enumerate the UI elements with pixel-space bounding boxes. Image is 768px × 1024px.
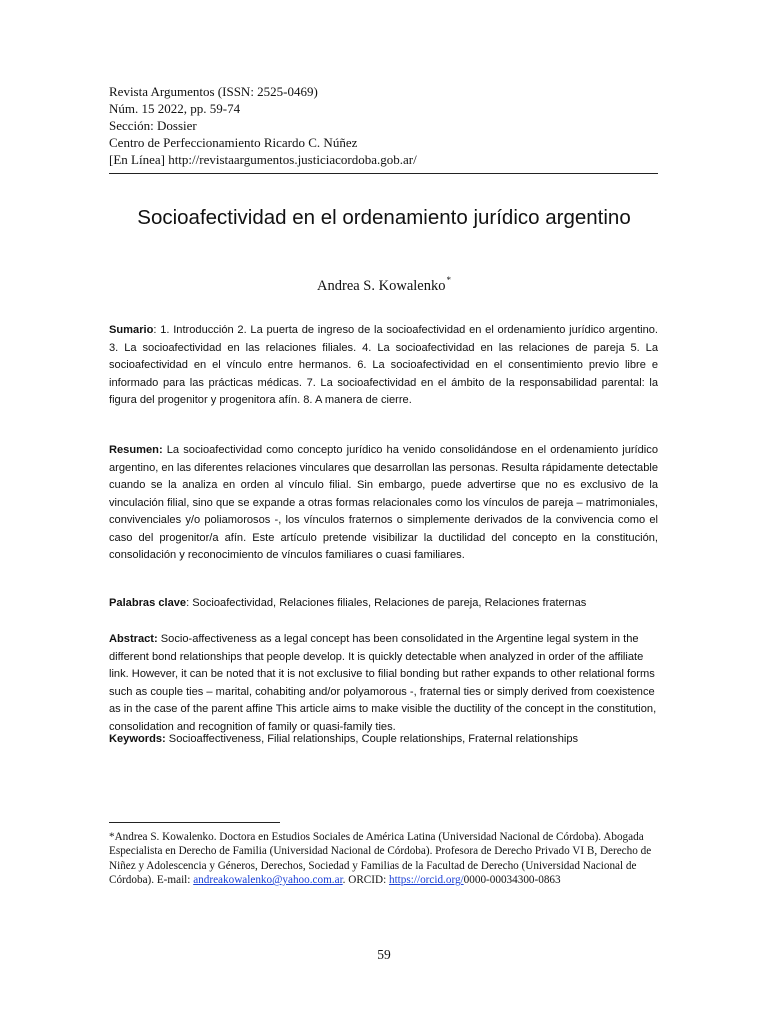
author-footnote-mark[interactable]: *: [446, 275, 451, 285]
resumen-label: Resumen:: [109, 444, 163, 456]
palabras-clave-paragraph: [109, 595, 658, 613]
summary-paragraph: [109, 322, 658, 410]
summary-text: : 1. Introducción 2. La puerta de ingreso de la socioafectividad en el ordenamiento jurídico argentino. 3. La socioafectividad en las relaciones filiales. 4. La socioafectividad en las relaciones de pareja 5. La socioafectividad en el vínculo entre hermanos. 6. La socioafectividad en el consentimiento previo libre e informado para las prácticas médicas. 7. La socioafectividad en el ámbito de la responsabilidad parental: la figura del progenitor y progenitora afín. 8. A manera de cierre.: [109, 324, 658, 406]
keywords-label: Keywords:: [109, 733, 166, 745]
center-info: Centro de Perfeccionamiento Ricardo C. Núñez: [109, 135, 358, 150]
keywords-paragraph: [109, 731, 658, 749]
online-url[interactable]: [En Línea] http://revistaargumentos.justiciacordoba.gob.ar/: [109, 152, 417, 167]
orcid-link[interactable]: https://orcid.org/: [388, 874, 464, 887]
footnote-text: *Andrea S. Kowalenko. Doctora en Estudios Sociales de América Latina (Universidad Nacional de Córdoba). Abogada Especialista en Derecho de Familia (Universidad Nacional de Córdoba). Profesora de Derecho Privado VI B, Derecho de Niñez y Adolescencia y Géneros, Derechos, Sociedad y Familias de la Facultad de Derecho (Universidad Nacional de Córdoba). E-mail:: [109, 831, 652, 887]
orcid-label: . ORCID:: [342, 874, 389, 887]
header-divider: [109, 173, 658, 174]
footnote-divider: [109, 822, 280, 823]
email-link[interactable]: andreakowalenko@yahoo.com.ar: [193, 874, 343, 887]
page-number: 59: [377, 947, 391, 962]
issue-info: Núm. 15 2022, pp. 59-74: [109, 101, 241, 116]
author-name: Andrea S. Kowalenko: [317, 278, 446, 294]
resumen-paragraph: [109, 442, 658, 565]
section-info: Sección: Dossier: [109, 118, 197, 133]
journal-header: [109, 83, 659, 168]
abstract-label: Abstract:: [109, 633, 158, 645]
article-title: Socioafectividad en el ordenamiento jurídico argentino: [137, 206, 631, 229]
abstract-paragraph: [109, 631, 658, 736]
abstract-text: Socio-affectiveness as a legal concept has been consolidated in the Argentine legal system in the different bond relationships that people develop. It is quickly detectable when analyzed in order of the affiliate link. However, it can be noted that it is not exclusive to filial bonding but rather expands to other relational forms such as couple ties – marital, cohabiting and/or polyamorous -, fraternal ties or simply derived from coexistence as in the case of the parent affine This article aims to make visible the ductility of the concept in the constitution, consolidation and recognition of family or quasi-family ties.: [109, 633, 657, 733]
keywords-text: Socioaffectiveness, Filial relationships, Couple relationships, Fraternal relationships: [165, 733, 579, 745]
resumen-text: La socioafectividad como concepto jurídico ha venido consolidándose en el ordenamiento jurídico argentino, en las diferentes relaciones vinculares que desarrollan las personas. Resulta rápidamente detectable cuando se la analiza en orden al vínculo filial. Sin embargo, puede advertirse que no es exclusivo de la vinculación filial, sino que se expande a otras formas relacionales como los vínculos de pareja – matrimoniales, convivenciales y/o poliamorosos -, los vínculos fraternos o simplemente derivados de la convivencia como el caso del progenitor/a afín. Este artículo pretende visibilizar la ductilidad del concepto en la constitución, consolidación y reconocimiento de vínculos familiares o cuasi familiares.: [109, 444, 658, 561]
author-footnote: [109, 830, 661, 888]
palabras-clave-label: Palabras clave: [109, 597, 187, 609]
journal-name: Revista Argumentos (ISSN: 2525-0469): [109, 84, 318, 99]
orcid-id: 0000-00034300-0863: [463, 874, 561, 887]
author-line: [0, 270, 768, 296]
summary-label: Sumario: [109, 324, 154, 336]
palabras-clave-text: : Socioafectividad, Relaciones filiales, Relaciones de pareja, Relaciones fraternas: [186, 597, 587, 609]
